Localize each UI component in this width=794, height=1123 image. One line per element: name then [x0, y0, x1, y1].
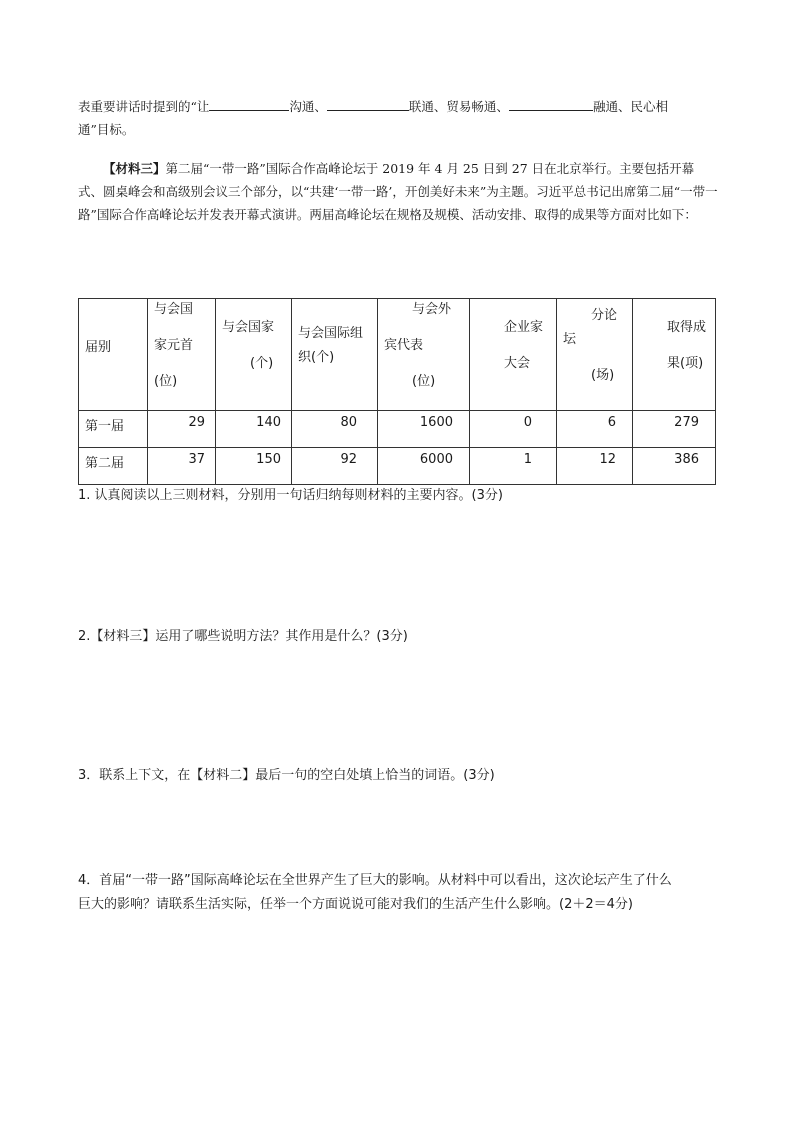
header-countries: 与会国家 (个)	[216, 299, 292, 411]
fill-blank-3[interactable]	[509, 97, 593, 111]
question-4-line-2: 巨大的影响？请联系生活实际，任举一个方面说说可能对我们的生活产生什么影响。(2＋2＝4分)	[78, 897, 633, 912]
material3-paragraph	[78, 157, 718, 226]
question-4	[78, 869, 758, 917]
cell-guests: 1600	[378, 411, 470, 448]
question-1: 1. 认真阅读以上三则材料，分别用一句话归纳每则材料的主要内容。(3分)	[78, 488, 503, 503]
material2-tail	[78, 95, 718, 141]
fill-blank-2[interactable]	[327, 97, 409, 111]
header-entrepreneurs: 企业家 大会	[470, 299, 557, 411]
question-4-line-1: 4．首届“一带一路”国际高峰论坛在全世界产生了巨大的影响。从材料中可以看出，这次论坛产生了什么	[78, 873, 672, 888]
header-session: 届别	[79, 299, 148, 411]
table-header-row	[79, 299, 716, 411]
header-guests: 与会外 宾代表 (位)	[378, 299, 470, 411]
header-heads-of-state: 与会国 家元首 (位)	[148, 299, 216, 411]
cell-heads: 29	[148, 411, 216, 448]
cell-orgs: 92	[292, 448, 378, 485]
cell-forums: 6	[557, 411, 633, 448]
cell-entrepreneurs: 0	[470, 411, 557, 448]
fill-blank-1[interactable]	[209, 97, 289, 111]
header-results: 取得成 果(项)	[633, 299, 716, 411]
material2-text-line2: 通”目标。	[78, 122, 135, 137]
cell-entrepreneurs: 1	[470, 448, 557, 485]
cell-forums: 12	[557, 448, 633, 485]
cell-orgs: 80	[292, 411, 378, 448]
table-row	[79, 448, 716, 485]
question-3: 3．联系上下文，在【材料二】最后一句的空白处填上恰当的词语。(3分)	[78, 768, 495, 783]
header-sub-forums: 分论 坛 (场)	[557, 299, 633, 411]
table-row	[79, 411, 716, 448]
question-2: 2.【材料三】运用了哪些说明方法？其作用是什么？(3分)	[78, 629, 408, 644]
cell-results: 279	[633, 411, 716, 448]
material2-text-start: 表重要讲话时提到的“让	[78, 99, 210, 114]
material3-text: 第二届“一带一路”国际合作高峰论坛于 2019 年 4 月 25 日到 27 日在北京举行。主要包括开幕式、圆桌峰会和高级别会议三个部分，以“共建‘一带一路’，开创美好未来”为主题。习近平总书记出席第二届“一带一路”国际合作高峰论坛并发表开幕式演讲。两届高峰论坛在规格及规模、活动安排、取得的成果等方面对比如下：	[78, 161, 718, 222]
cell-heads: 37	[148, 448, 216, 485]
material3-label: 【材料三】	[103, 161, 166, 176]
material2-text-mid1: 沟通、	[289, 99, 327, 114]
cell-session: 第二届	[79, 448, 148, 485]
cell-guests: 6000	[378, 448, 470, 485]
cell-countries: 140	[216, 411, 292, 448]
cell-countries: 150	[216, 448, 292, 485]
summit-comparison-table	[78, 298, 716, 485]
material2-text-mid2: 联通、贸易畅通、	[408, 99, 509, 114]
cell-session: 第一届	[79, 411, 148, 448]
header-intl-orgs: 与会国际组 织(个)	[292, 299, 378, 411]
cell-results: 386	[633, 448, 716, 485]
material2-text-end: 融通、民心相	[592, 99, 668, 114]
